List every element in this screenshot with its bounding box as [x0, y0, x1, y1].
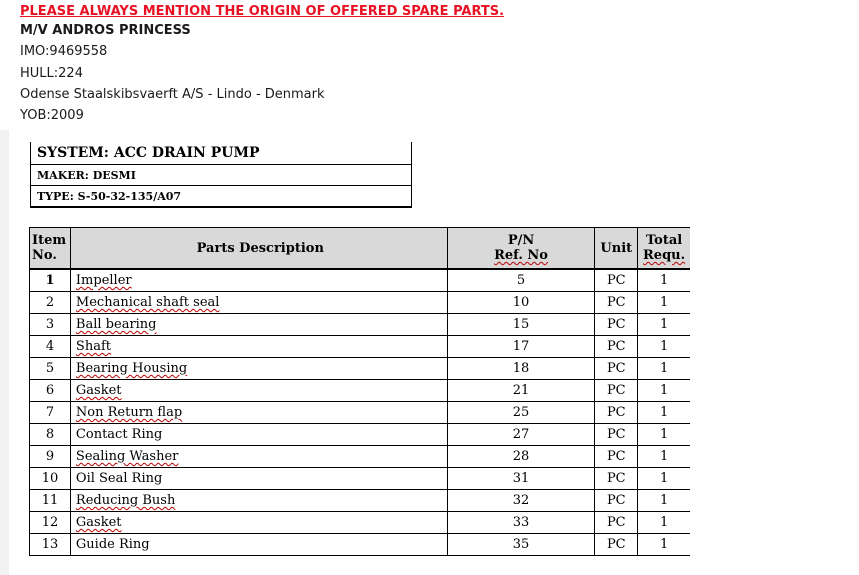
- page-left-margin: [0, 130, 9, 575]
- table-row: 5 Bearing Housing 18 PC 1: [30, 358, 691, 380]
- table-row: 2 Mechanical shaft seal 10 PC 1: [30, 292, 691, 314]
- maker-name: MAKER: DESMI: [31, 165, 412, 186]
- table-row: 12 Gasket 33 PC 1: [30, 512, 691, 534]
- year-of-build: YOB:2009: [20, 108, 84, 123]
- table-row: 10 Oil Seal Ring 31 PC 1: [30, 468, 691, 490]
- system-info-box: [30, 142, 412, 208]
- table-row: 4 Shaft 17 PC 1: [30, 336, 691, 358]
- system-name: SYSTEM: ACC DRAIN PUMP: [31, 142, 412, 165]
- table-row: 11 Reducing Bush 32 PC 1: [30, 490, 691, 512]
- col-description: Parts Description: [70, 228, 447, 270]
- imo-number: IMO:9469558: [20, 44, 108, 59]
- vessel-name: M/V ANDROS PRINCESS: [20, 23, 191, 38]
- table-row: 1 Impeller 5 PC 1: [30, 269, 691, 292]
- table-row: 8 Contact Ring 27 PC 1: [30, 424, 691, 446]
- table-row: 6 Gasket 21 PC 1: [30, 380, 691, 402]
- col-ref-no: P/N Ref. No: [447, 228, 595, 270]
- col-unit: Unit: [595, 228, 638, 270]
- pump-type: TYPE: S-50-32-135/A07: [31, 186, 412, 208]
- parts-table: [29, 227, 690, 556]
- shipyard: Odense Staalskibsvaerft A/S - Lindo - Denmark: [20, 87, 325, 102]
- parts-table-header: [30, 228, 691, 270]
- table-row: 3 Ball bearing 15 PC 1: [30, 314, 691, 336]
- table-row: 9 Sealing Washer 28 PC 1: [30, 446, 691, 468]
- origin-notice: PLEASE ALWAYS MENTION THE ORIGIN OF OFFERED SPARE PARTS.: [20, 4, 505, 19]
- table-row: 13 Guide Ring 35 PC 1: [30, 534, 691, 556]
- col-total-required: Total Requ.: [638, 228, 690, 270]
- table-row: 7 Non Return flap 25 PC 1: [30, 402, 691, 424]
- col-item-no: Item No.: [30, 228, 71, 270]
- hull-number: HULL:224: [20, 66, 83, 81]
